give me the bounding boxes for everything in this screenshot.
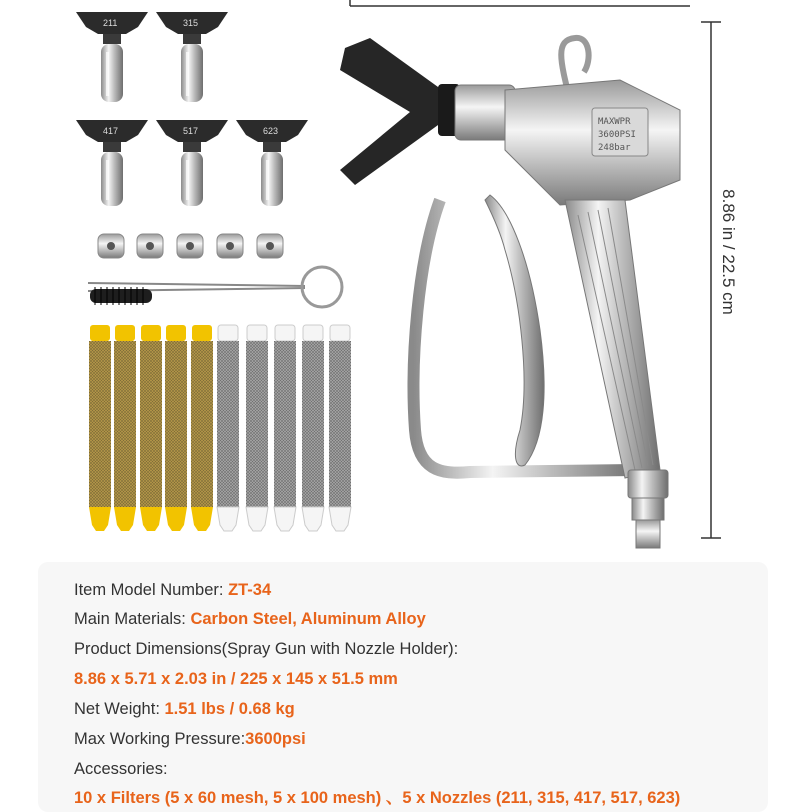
dimension-label: 8.86 in / 22.5 cm (719, 189, 738, 315)
model-value: ZT-34 (228, 581, 272, 599)
model-label: Item Model Number: (74, 581, 224, 599)
accessories-value: 10 x Filters (5 x 60 mesh, 5 x 100 mesh) 、5 x Nozzles (211, 315, 417, 517, 623) (74, 789, 681, 807)
nozzle-417 (76, 120, 148, 206)
pressure-label: Max Working Pressure: (74, 730, 246, 748)
materials-label: Main Materials: (74, 610, 186, 628)
materials-value: Carbon Steel, Aluminum Alloy (190, 610, 426, 628)
filters (89, 325, 351, 531)
weight-value: 1.51 lbs / 0.68 kg (164, 700, 295, 718)
nozzle-517-label: 517 (183, 126, 199, 136)
gaskets (98, 234, 283, 258)
nozzle-211 (76, 12, 148, 102)
nozzle-517 (156, 120, 228, 206)
nozzle-211-label: 211 (103, 18, 118, 28)
cleaning-brush (88, 267, 342, 307)
nozzle-315 (156, 12, 228, 102)
spray-gun (340, 38, 680, 548)
gun-body-text-3: 248bar (598, 143, 631, 153)
accessories-label: Accessories: (74, 760, 168, 778)
nozzle-417-label: 417 (103, 126, 119, 136)
nozzle-315-label: 315 (183, 18, 199, 28)
nozzle-623-label: 623 (263, 126, 279, 136)
weight-label: Net Weight: (74, 700, 160, 718)
weight-row (74, 699, 295, 719)
nozzle-tips (76, 12, 308, 206)
materials-row (74, 609, 426, 629)
gun-body-text-2: 3600PSI (598, 130, 636, 140)
dimensions-value: 8.86 x 5.71 x 2.03 in / 225 x 145 x 51.5 mm (74, 670, 398, 688)
dimensions-label: Product Dimensions(Spray Gun with Nozzle Holder): (74, 640, 459, 658)
model-row (74, 580, 271, 600)
gun-body-text-1: MAXWPR (598, 117, 631, 127)
pressure-row (74, 729, 306, 749)
pressure-value: 3600psi (245, 730, 306, 748)
nozzle-623 (236, 120, 308, 206)
